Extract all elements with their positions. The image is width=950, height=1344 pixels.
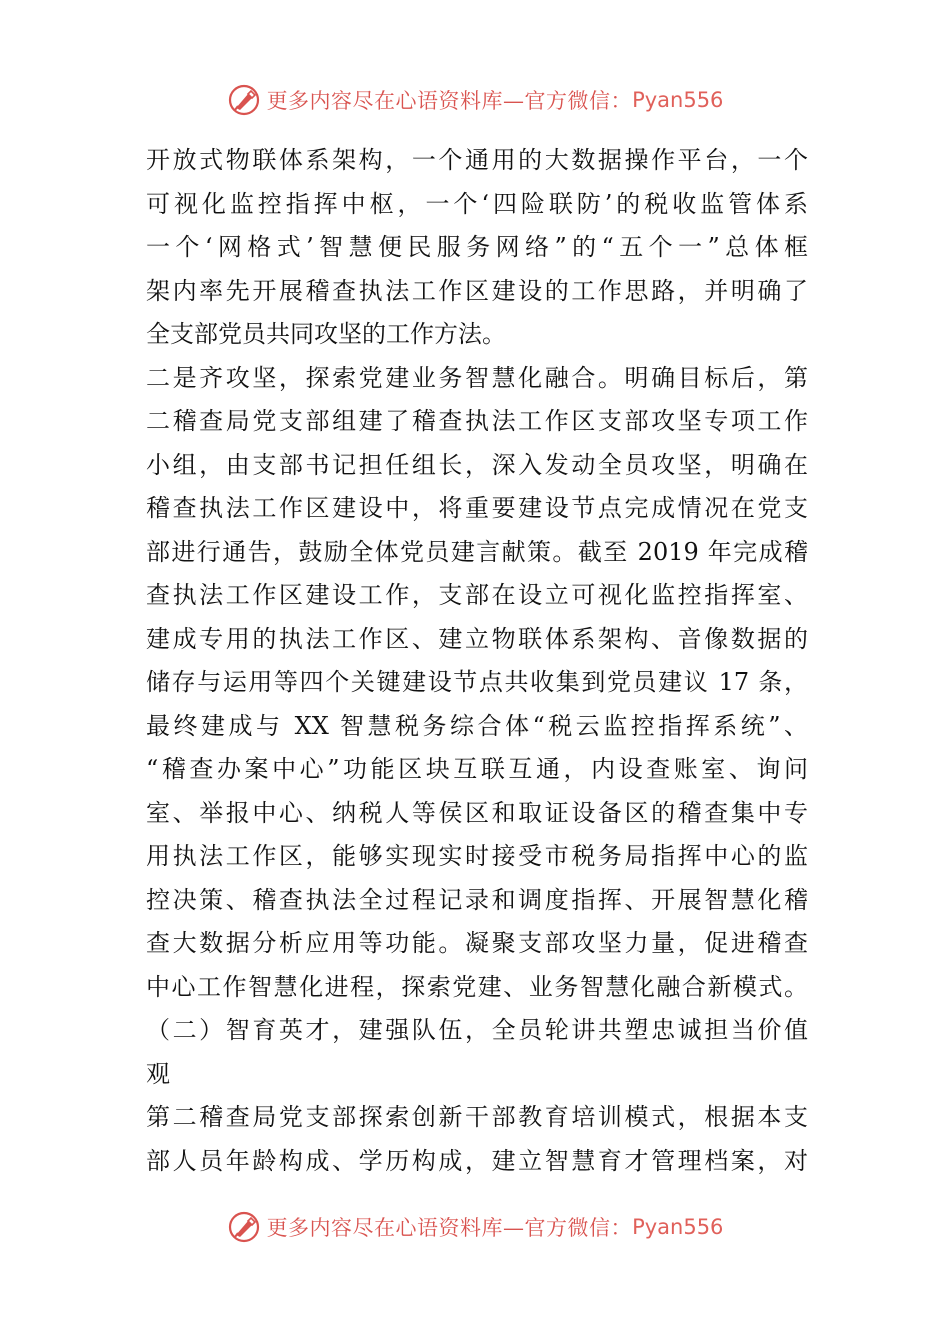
section-heading: （二）智育英才，建强队伍，全员轮讲共塑忠诚担当价值	[146, 1016, 808, 1044]
pen-logo-icon	[227, 83, 261, 117]
watermark-footer	[0, 1207, 950, 1247]
watermark-text: 更多内容尽在心语资料库—官方微信：	[266, 1216, 633, 1240]
pen-logo-icon	[227, 1210, 261, 1244]
text-line: 部人员年龄构成、学历构成，建立智慧育才管理档案，对	[146, 1146, 808, 1175]
text-line: 储存与运用等四个关键建设节点共收集到党员建议 17 条，	[146, 668, 808, 696]
body-text	[146, 139, 808, 1183]
text-line: 第二稽查局党支部探索创新干部教育培训模式，根据本支	[146, 1103, 808, 1131]
text-line: 最终建成与 XX 智慧税务综合体“税云监控指挥系统”、	[146, 711, 808, 740]
text-line: 可视化监控指挥中枢，一个‘四险联防’的税收监管体系	[146, 189, 808, 218]
text-line: “稽查办案中心”功能区块互联互通，内设查账室、询问	[146, 755, 808, 783]
text-line: 建成专用的执法工作区、建立物联体系架构、音像数据的	[146, 624, 808, 653]
section-heading-continued: 观	[146, 1059, 170, 1088]
text-line: 中心工作智慧化进程，探索党建、业务智慧化融合新模式。	[146, 972, 808, 1001]
text-line: 一个‘网格式’智慧便民服务网络”的“五个一”总体框	[146, 233, 808, 261]
text-line: 小组，由支部书记担任组长，深入发动全员攻坚，明确在	[146, 450, 808, 479]
text-line: 部进行通告，鼓励全体党员建言献策。截至 2019 年完成稽	[146, 537, 808, 566]
watermark-header	[0, 80, 950, 120]
text-line: 二是齐攻坚，探索党建业务智慧化融合。明确目标后，第	[146, 363, 808, 392]
watermark-text: 更多内容尽在心语资料库—官方微信：	[266, 89, 633, 113]
text-line: 全支部党员共同攻坚的工作方法。	[146, 320, 506, 348]
text-line: 开放式物联体系架构，一个通用的大数据操作平台，一个	[146, 146, 808, 174]
watermark-wechat-id: Pyan556	[632, 88, 724, 112]
text-line: 控决策、稽查执法全过程记录和调度指挥、开展智慧化稽	[146, 885, 808, 914]
text-line: 稽查执法工作区建设中，将重要建设节点完成情况在党支	[146, 494, 808, 522]
text-line: 架内率先开展稽查执法工作区建设的工作思路，并明确了	[146, 276, 808, 305]
watermark-wechat-id: Pyan556	[632, 1215, 724, 1239]
text-line: 室、举报中心、纳税人等侯区和取证设备区的稽查集中专	[146, 798, 808, 827]
text-line: 二稽查局党支部组建了稽查执法工作区支部攻坚专项工作	[146, 407, 808, 435]
text-line: 查执法工作区建设工作，支部在设立可视化监控指挥室、	[146, 581, 808, 609]
text-line: 查大数据分析应用等功能。凝聚支部攻坚力量，促进稽查	[146, 929, 808, 957]
text-line: 用执法工作区，能够实现实时接受市税务局指挥中心的监	[146, 842, 808, 870]
